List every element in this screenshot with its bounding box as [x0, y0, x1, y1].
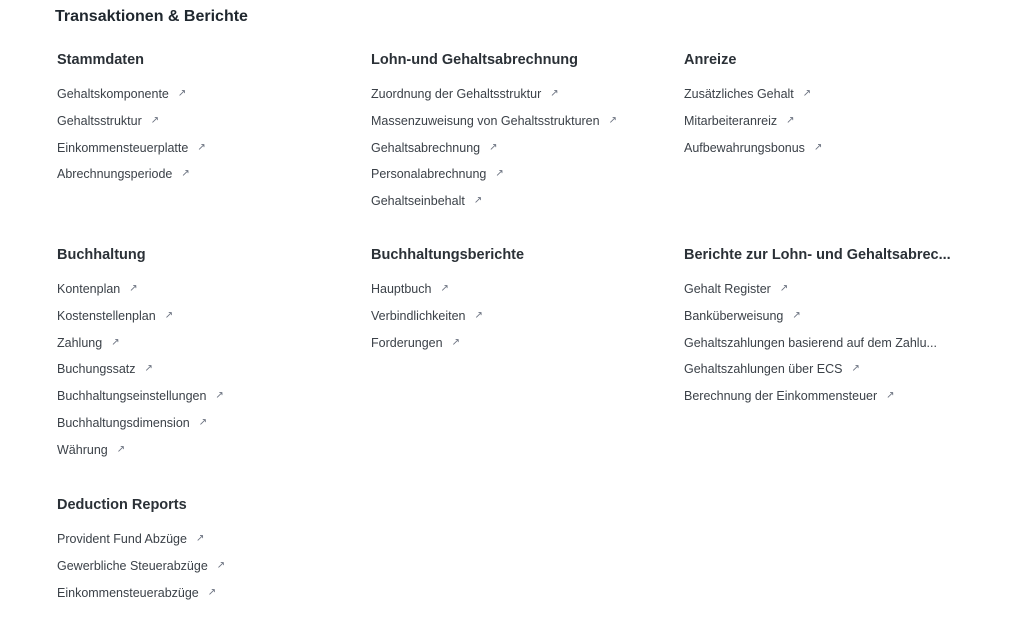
- link-buchungssatz[interactable]: [57, 360, 357, 387]
- external-arrow-icon: ↗: [495, 168, 504, 180]
- link-label: Kostenstellenplan: [57, 308, 156, 323]
- external-arrow-icon: ↗: [802, 88, 812, 99]
- link-gehaltskomponente[interactable]: [57, 85, 357, 112]
- external-arrow-icon: ↗: [779, 283, 789, 294]
- link-list: [57, 85, 357, 192]
- external-arrow-icon: ↗: [195, 533, 205, 544]
- card-title: Buchhaltungsberichte: [371, 247, 525, 263]
- link-label: Mitarbeiteranreiz: [684, 113, 778, 128]
- link-verbindlichkeiten[interactable]: [371, 307, 671, 334]
- link-label: Gehaltsstruktur: [57, 113, 142, 128]
- link-provident-fund-abzuege[interactable]: [57, 530, 357, 557]
- link-label: Gehaltszahlungen über ECS: [684, 362, 843, 377]
- link-gehaltszahlungen-zahlungsmodus[interactable]: [684, 334, 974, 361]
- link-label: Buchhaltungsdimension: [57, 415, 190, 430]
- link-kostenstellenplan[interactable]: [57, 307, 357, 334]
- link-list: [371, 85, 671, 219]
- page-title: Transaktionen & Berichte: [55, 8, 248, 25]
- link-label: Gehaltseinbehalt: [371, 194, 465, 209]
- link-list: [371, 280, 671, 360]
- external-arrow-icon: ↗: [813, 141, 823, 153]
- card-title: Stammdaten: [57, 52, 145, 68]
- link-aufbewahrungsbonus[interactable]: [684, 139, 974, 166]
- external-arrow-icon: ↗: [608, 114, 617, 126]
- link-gewerbliche-steuerabzuege[interactable]: [57, 557, 357, 584]
- link-label: Berechnung der Einkommensteuer: [684, 389, 878, 404]
- card-anreize: [684, 51, 974, 165]
- external-arrow-icon: ↗: [164, 309, 174, 321]
- external-arrow-icon: ↗: [150, 114, 160, 126]
- external-arrow-icon: ↗: [451, 336, 460, 348]
- card-title: Buchhaltung: [57, 247, 146, 263]
- external-arrow-icon: ↗: [116, 443, 126, 455]
- external-arrow-icon: ↗: [181, 168, 190, 180]
- link-label: Banküberweisung: [684, 308, 784, 323]
- external-arrow-icon: ↗: [216, 559, 226, 571]
- link-label: Verbindlichkeiten: [371, 308, 466, 323]
- link-hauptbuch[interactable]: [371, 280, 671, 307]
- external-arrow-icon: ↗: [111, 336, 120, 348]
- link-gehalt-register[interactable]: [684, 280, 974, 307]
- card-stammdaten: [57, 51, 357, 192]
- external-arrow-icon: ↗: [792, 309, 801, 321]
- link-label: Personalabrechnung: [371, 167, 487, 182]
- link-buchhaltungseinstellungen[interactable]: [57, 387, 357, 414]
- link-label: Einkommensteuerabzüge: [57, 585, 199, 600]
- link-gehaltsabrechnung[interactable]: [371, 139, 671, 166]
- card-title: Berichte zur Lohn- und Gehaltsabrec...: [684, 247, 951, 263]
- link-label: Gehaltskomponente: [57, 87, 169, 101]
- link-label: Forderungen: [371, 335, 443, 350]
- external-arrow-icon: ↗: [786, 114, 795, 126]
- link-forderungen[interactable]: [371, 334, 671, 361]
- link-gehaltszahlungen-ecs[interactable]: [684, 360, 974, 387]
- link-label: Zusätzliches Gehalt: [684, 87, 794, 101]
- link-label: Buchungssatz: [57, 362, 136, 377]
- external-arrow-icon: ↗: [550, 88, 559, 99]
- link-einkommensteuerplatte[interactable]: [57, 139, 357, 166]
- card-title: Anreize: [684, 52, 737, 68]
- card-deduction-reports: [57, 496, 357, 610]
- card-title: Deduction Reports: [57, 497, 187, 513]
- external-arrow-icon: ↗: [489, 141, 498, 153]
- external-arrow-icon: ↗: [886, 390, 895, 402]
- link-zahlung[interactable]: [57, 334, 357, 361]
- link-list: [57, 530, 357, 610]
- link-label: Gewerbliche Steuerabzüge: [57, 558, 208, 573]
- link-label: Hauptbuch: [371, 282, 432, 296]
- card-buchhaltungsberichte: [371, 246, 671, 360]
- link-label: Massenzuweisung von Gehaltsstrukturen: [371, 113, 600, 128]
- external-arrow-icon: ↗: [851, 363, 860, 375]
- link-gehaltseinbehalt[interactable]: [371, 192, 671, 219]
- link-list: [684, 85, 974, 165]
- link-label: Einkommensteuerplatte: [57, 140, 189, 155]
- card-lohn-berichte: [684, 246, 974, 414]
- external-arrow-icon: ↗: [198, 416, 208, 428]
- link-label: Zahlung: [57, 335, 103, 350]
- link-zusaetzliches-gehalt[interactable]: [684, 85, 974, 112]
- link-label: Währung: [57, 442, 108, 457]
- link-massenzuweisung[interactable]: [371, 112, 671, 139]
- link-zuordnung-der-gehaltsstruktur[interactable]: [371, 85, 671, 112]
- link-buchhaltungsdimension[interactable]: [57, 414, 357, 441]
- external-arrow-icon: ↗: [177, 88, 187, 99]
- external-arrow-icon: ↗: [473, 195, 483, 207]
- link-gehaltsstruktur[interactable]: [57, 112, 357, 139]
- link-kontenplan[interactable]: [57, 280, 357, 307]
- external-arrow-icon: ↗: [144, 363, 153, 375]
- link-label: Gehaltsabrechnung: [371, 140, 481, 155]
- external-arrow-icon: ↗: [207, 586, 217, 598]
- external-arrow-icon: ↗: [215, 390, 224, 402]
- link-personalabrechnung[interactable]: [371, 165, 671, 192]
- link-list: [57, 280, 357, 468]
- link-label: Buchhaltungseinstellungen: [57, 389, 207, 404]
- external-arrow-icon: ↗: [440, 283, 449, 294]
- link-label: Gehalt Register: [684, 282, 771, 296]
- link-waehrung[interactable]: [57, 441, 357, 468]
- link-list: [684, 280, 974, 414]
- link-label: Provident Fund Abzüge: [57, 532, 187, 546]
- link-berechnung-einkommensteuer[interactable]: [684, 387, 974, 414]
- link-mitarbeiteranreiz[interactable]: [684, 112, 974, 139]
- external-arrow-icon: ↗: [129, 283, 138, 294]
- link-einkommensteuerabzuege[interactable]: [57, 584, 357, 611]
- link-bankueberweisung[interactable]: [684, 307, 974, 334]
- link-label: Abrechnungsperiode: [57, 167, 173, 182]
- external-arrow-icon: ↗: [197, 141, 206, 153]
- link-label: Gehaltszahlungen basierend auf dem Zahlu...: [684, 335, 937, 350]
- card-buchhaltung: [57, 246, 357, 468]
- link-label: Kontenplan: [57, 282, 121, 296]
- card-title: Lohn-und Gehaltsabrechnung: [371, 52, 579, 68]
- card-lohn-und-gehaltsabrechnung: [371, 51, 671, 219]
- link-abrechnungsperiode[interactable]: [57, 165, 357, 192]
- link-label: Aufbewahrungsbonus: [684, 140, 805, 155]
- external-arrow-icon: ↗: [474, 309, 483, 321]
- link-label: Zuordnung der Gehaltsstruktur: [371, 87, 542, 101]
